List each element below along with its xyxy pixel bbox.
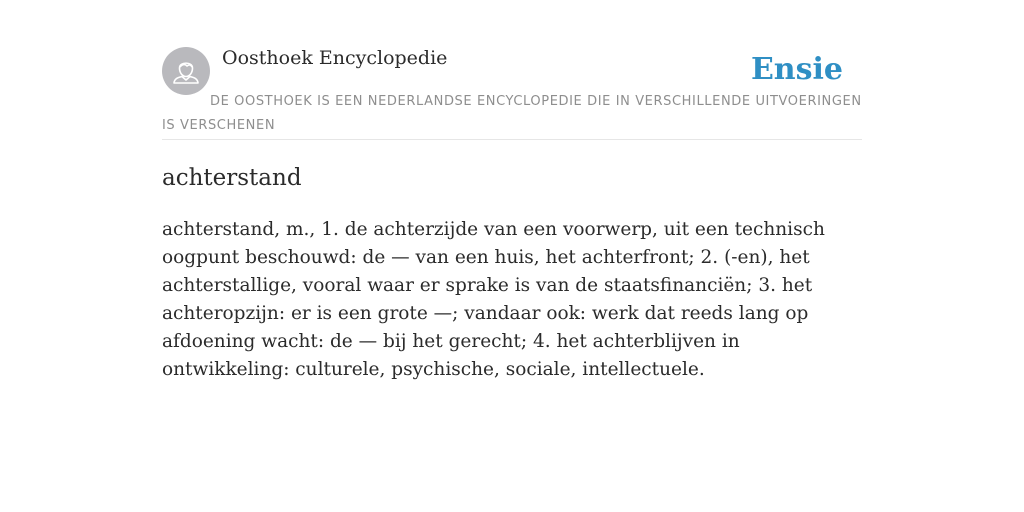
source-avatar[interactable] bbox=[162, 47, 210, 95]
source-header bbox=[162, 46, 862, 140]
source-description: DE OOSTHOEK IS EEN NEDERLANDSE ENCYCLOPEDIE DIE IN VERSCHILLENDE UITVOERINGEN IS VERSCHENEN bbox=[162, 94, 862, 133]
entry-title: achterstand bbox=[162, 165, 302, 191]
user-icon bbox=[162, 47, 210, 95]
source-name[interactable]: Oosthoek Encyclopedie bbox=[222, 47, 448, 69]
ensie-logo[interactable]: Ensie bbox=[750, 52, 843, 87]
entry-definition: achterstand, m., 1. de achterzijde van een voorwerp, uit een technisch oogpunt beschouwd: de — van een huis, het achterfront; 2. (-en), het achterstallige, vooral waar er sprake is van de staatsfinanciën; 3. het achteropzijn: er is een grote —; vandaar ook: werk dat reeds lang op afdoening wacht: de — bij het gerecht; 4. het achterblijven in ontwikkeling: culturele, psychische, sociale, intellectuele. bbox=[162, 219, 825, 380]
